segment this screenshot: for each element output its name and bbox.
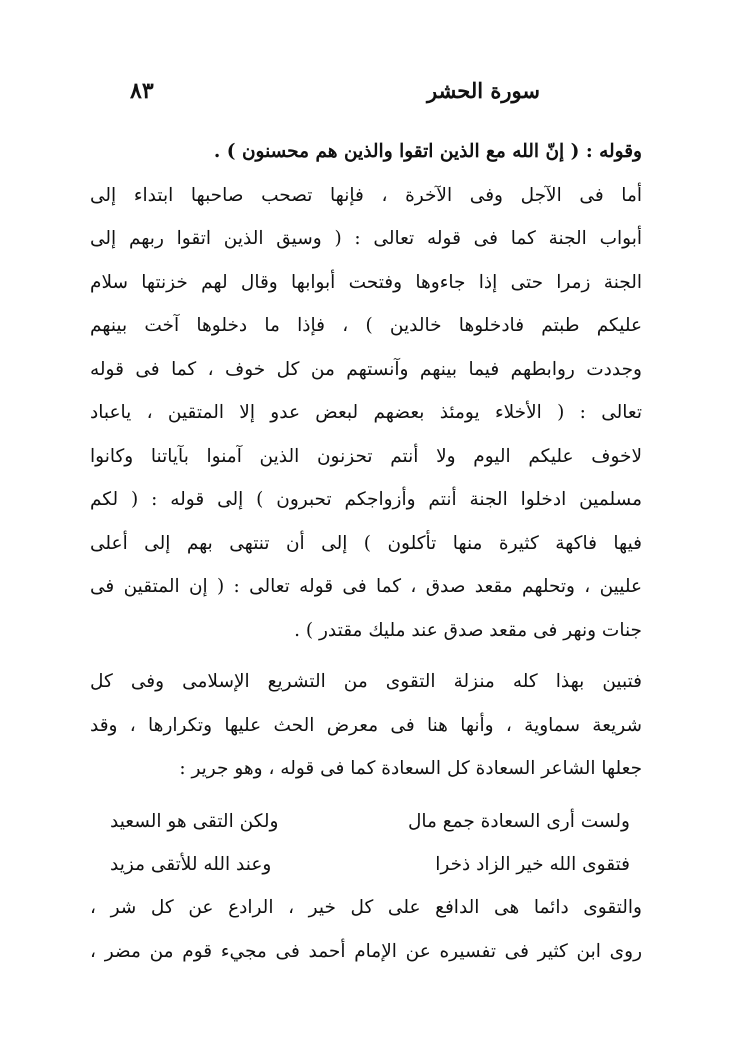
text-line: عليين ، وتحلهم مقعد صدق ، كما فى قوله تعالى : ( إن المتقين فى — [90, 576, 642, 597]
text-line: تعالى : ( الأخلاء يومئذ بعضهم لبعض عدو إلا المتقين ، ياعباد — [90, 402, 642, 423]
text-line: الجنة زمرا حتى إذا جاءوها وفتحت أبوابها وقال لهم خزنتها سلام — [90, 271, 642, 293]
first-hemistich: ولست أرى السعادة جمع مال — [407, 811, 630, 832]
text-line: جنات ونهر فى مقعد صدق عند مليك مقتدر ) . — [294, 619, 642, 641]
second-hemistich: ولكن التقى هو السعيد — [110, 811, 279, 832]
text-line: أما فى الآجل وفى الآخرة ، فإنها تصحب صاحبها ابتداء إلى — [90, 184, 642, 206]
second-hemistich: وعند الله للأتقى مزيد — [110, 854, 272, 875]
text-line: شريعة سماوية ، وأنها هنا فى معرض الحث عليها وتكرارها ، وقد — [90, 714, 642, 736]
poem-verses — [110, 800, 630, 886]
text-line: فتبين بهذا كله منزلة التقوى من التشريع الإسلامى وفى كل — [90, 671, 642, 692]
text-line: وقوله : ( إنّ الله مع الذين اتقوا والذين هم محسنون ) . — [213, 141, 642, 162]
paragraph-1 — [90, 130, 642, 652]
surah-title: سورة الحشر — [426, 78, 540, 103]
text-line: مسلمين ادخلوا الجنة أنتم وأزواجكم تحبرون ) إلى قوله : ( لكم — [90, 489, 642, 510]
text-line: لاخوف عليكم اليوم ولا أنتم تحزنون الذين آمنوا بآياتنا وكانوا — [90, 445, 642, 467]
text-line: أبواب الجنة كما فى قوله تعالى : ( وسيق الذين اتقوا ربهم إلى — [90, 228, 642, 249]
text-line: والتقوى دائما هى الدافع على كل خير ، الرادع عن كل شر ، — [90, 897, 642, 918]
page-number: ٨٣ — [130, 78, 154, 104]
poem-verse — [110, 800, 630, 843]
text-line: روى ابن كثير فى تفسيره عن الإمام أحمد فى مجيء قوم من مضر ، — [90, 940, 642, 962]
text-line: وجددت روابطهم فيما بينهم وآنستهم من كل خوف ، كما فى قوله — [90, 358, 642, 380]
poem-verse — [110, 843, 630, 886]
paragraph-2 — [90, 660, 642, 791]
page-header — [130, 78, 640, 112]
text-line: فيها فاكهة كثيرة منها تأكلون ) إلى أن تنتهى بهم إلى أعلى — [90, 532, 642, 554]
text-line: جعلها الشاعر السعادة كل السعادة كما فى قوله ، وهو جرير : — [179, 758, 642, 779]
text-line: عليكم طبتم فادخلوها خالدين ) ، فإذا ما دخلوها آخت بينهم — [90, 315, 642, 336]
paragraph-3 — [90, 886, 642, 973]
first-hemistich: فتقوى الله خير الزاد ذخرا — [435, 854, 630, 875]
